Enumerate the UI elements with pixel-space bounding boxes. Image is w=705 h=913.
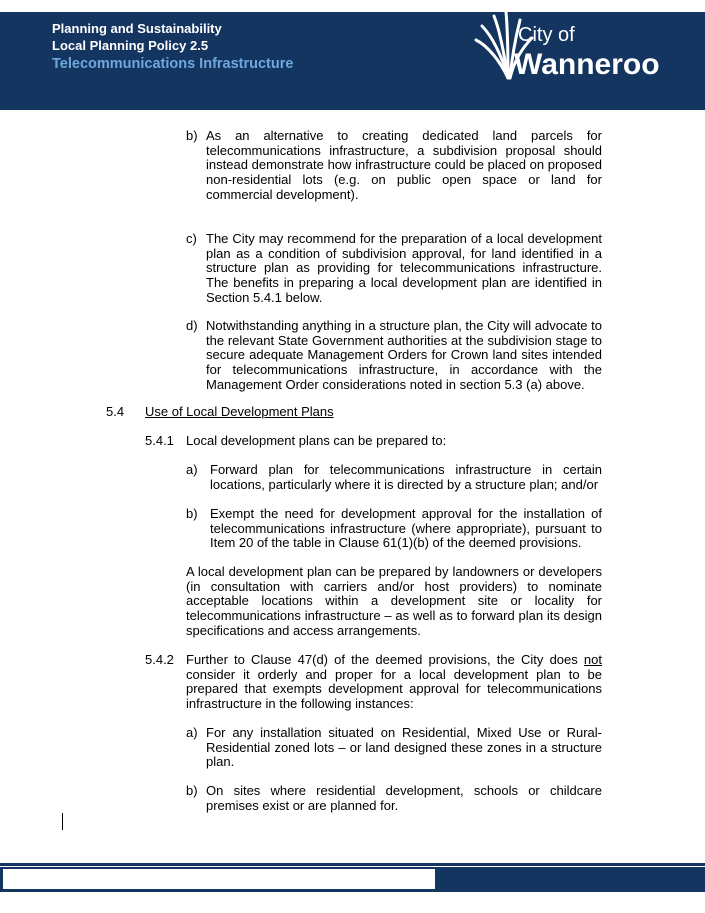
item-d-label: d)	[186, 318, 198, 333]
item-d-text: Notwithstanding anything in a structure plan, the City will advocate to the relevant State Government authorities at the subdivision stage to secure adequate Management Orders for Crown land sites intended for telecommunications infrastructure, in accordance with the Management Order considerations noted in section 5.3 (a) above.	[206, 318, 602, 392]
sub-5-4-1-item-a-text: Forward plan for telecommunications infrastructure in certain locations, particularly where it is directed by a structure plan; and/or	[210, 462, 602, 492]
logo-city-of: City of	[518, 24, 575, 46]
footer-panel	[3, 869, 435, 889]
sub-5-4-2-item-b-label: b)	[186, 783, 198, 798]
sub-5-4-1-item-b-label: b)	[186, 506, 198, 521]
item-b-label: b)	[186, 128, 198, 143]
sub-5-4-2-text-before: Further to Clause 47(d) of the deemed provisions, the City does	[186, 652, 584, 667]
item-c-text: The City may recommend for the preparation of a local development plan as a condition of subdivision approval, for land identified in a structure plan as providing for telecommunications infrastructure. The benefits in preparing a local development plan are identified in Section 5.4.1 below.	[206, 231, 602, 305]
header-policy-title: Telecommunications Infrastructure	[52, 56, 294, 72]
sub-5-4-2-item-a-text: For any installation situated on Residential, Mixed Use or Rural-Residential zoned lots – or land designed these zones in a structure plan.	[206, 725, 602, 770]
sub-5-4-2-item-b-text: On sites where residential development, schools or childcare premises exist or are planned for.	[206, 783, 602, 813]
footer-rule	[0, 863, 705, 866]
sub-5-4-1-paragraph: A local development plan can be prepared by landowners or developers (in consultation with carriers and/or host providers) to nominate acceptable locations within a development site or locality for telecommunications infrastructure – as well as to forward plan its design specifications and access arrangements.	[186, 564, 602, 638]
header-department: Planning and Sustainability	[52, 21, 222, 36]
sub-5-4-1-item-a-label: a)	[186, 462, 198, 477]
sub-5-4-1-number: 5.4.1	[145, 433, 174, 448]
section-5-4-title: Use of Local Development Plans	[145, 404, 334, 419]
item-c-label: c)	[186, 231, 197, 246]
sub-5-4-2-text-after: consider it orderly and proper for a local development plan to be prepared that exempts development approval for telecommunications infrastructure in the following instances:	[186, 666, 602, 712]
sub-5-4-1-intro: Local development plans can be prepared to:	[186, 433, 447, 448]
sub-5-4-2-number: 5.4.2	[145, 652, 174, 667]
section-5-4-number: 5.4	[106, 404, 125, 419]
sub-5-4-2-text	[186, 653, 602, 712]
logo-wanneroo: Wanneroo	[514, 48, 660, 81]
sub-5-4-2-item-a-label: a)	[186, 725, 198, 740]
sub-5-4-2-text-underlined: not	[583, 652, 602, 667]
text-cursor	[62, 813, 63, 830]
header-policy-number: Local Planning Policy 2.5	[52, 38, 209, 53]
sub-5-4-1-item-b-text: Exempt the need for development approval for the installation of telecommunications infrastructure (where appropriate), pursuant to Item 20 of the table in Clause 61(1)(b) of the deemed provisions.	[210, 506, 602, 551]
item-b-text: As an alternative to creating dedicated land parcels for telecommunications infrastructure, a subdivision proposal should instead demonstrate how infrastructure could be placed on proposed non-residential lots (e.g. on public open space or land for commercial development).	[206, 128, 602, 202]
